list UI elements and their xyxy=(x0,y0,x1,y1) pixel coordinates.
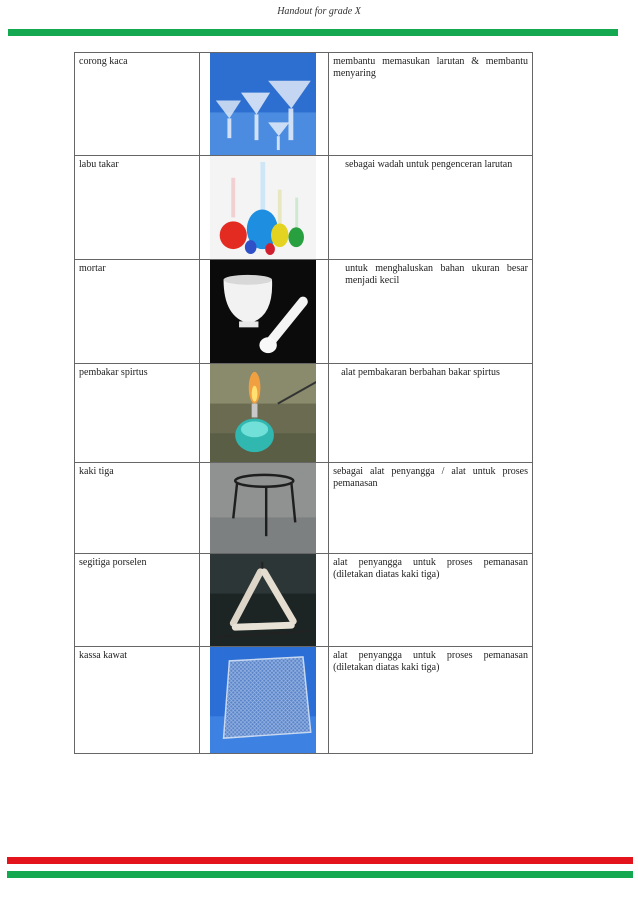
tool-image-cell xyxy=(199,53,329,156)
tool-name: mortar xyxy=(75,260,200,364)
tool-image-cell xyxy=(199,260,329,364)
table-row xyxy=(75,463,533,554)
page-header-title: Handout for grade X xyxy=(277,6,361,17)
table-row xyxy=(75,554,533,647)
tool-image-cell xyxy=(199,156,329,260)
tool-image-cell xyxy=(199,647,329,754)
tool-description: alat pembakaran berbahan bakar spirtus xyxy=(329,364,533,463)
header-divider-green xyxy=(8,29,618,36)
tool-name: labu takar xyxy=(75,156,200,260)
footer-divider-green xyxy=(7,871,633,878)
tool-description: alat penyangga untuk proses pemanasan (diletakan diatas kaki tiga) xyxy=(329,647,533,754)
wire-gauze-photo-icon xyxy=(210,647,317,753)
tool-description: sebagai alat penyangga / alat untuk proses pemanasan xyxy=(329,463,533,554)
tool-description: membantu memasukan larutan & membantu menyaring xyxy=(329,53,533,156)
volumetric-flask-photo-icon xyxy=(210,156,317,259)
porcelain-triangle-photo-icon xyxy=(210,554,317,646)
table-row xyxy=(75,156,533,260)
table-row xyxy=(75,647,533,754)
tool-name: kassa kawat xyxy=(75,647,200,754)
tool-description: alat penyangga untuk proses pemanasan (diletakan diatas kaki tiga) xyxy=(329,554,533,647)
tool-name: segitiga porselen xyxy=(75,554,200,647)
table-row xyxy=(75,260,533,364)
lab-tools-table xyxy=(74,52,533,754)
footer-divider-red xyxy=(7,857,633,864)
tool-name: pembakar spirtus xyxy=(75,364,200,463)
table-row xyxy=(75,53,533,156)
tripod-stand-photo-icon xyxy=(210,463,317,553)
tool-description: untuk menghaluskan bahan ukuran besar menjadi kecil xyxy=(329,260,533,364)
tool-name: kaki tiga xyxy=(75,463,200,554)
tool-image-cell xyxy=(199,554,329,647)
tool-image-cell xyxy=(199,463,329,554)
table-row xyxy=(75,364,533,463)
spirit-burner-photo-icon xyxy=(210,364,317,462)
tool-image-cell xyxy=(199,364,329,463)
tool-name: corong kaca xyxy=(75,53,200,156)
glass-funnel-photo-icon xyxy=(210,53,317,155)
mortar-pestle-photo-icon xyxy=(210,260,317,363)
tool-description: sebagai wadah untuk pengenceran larutan xyxy=(329,156,533,260)
